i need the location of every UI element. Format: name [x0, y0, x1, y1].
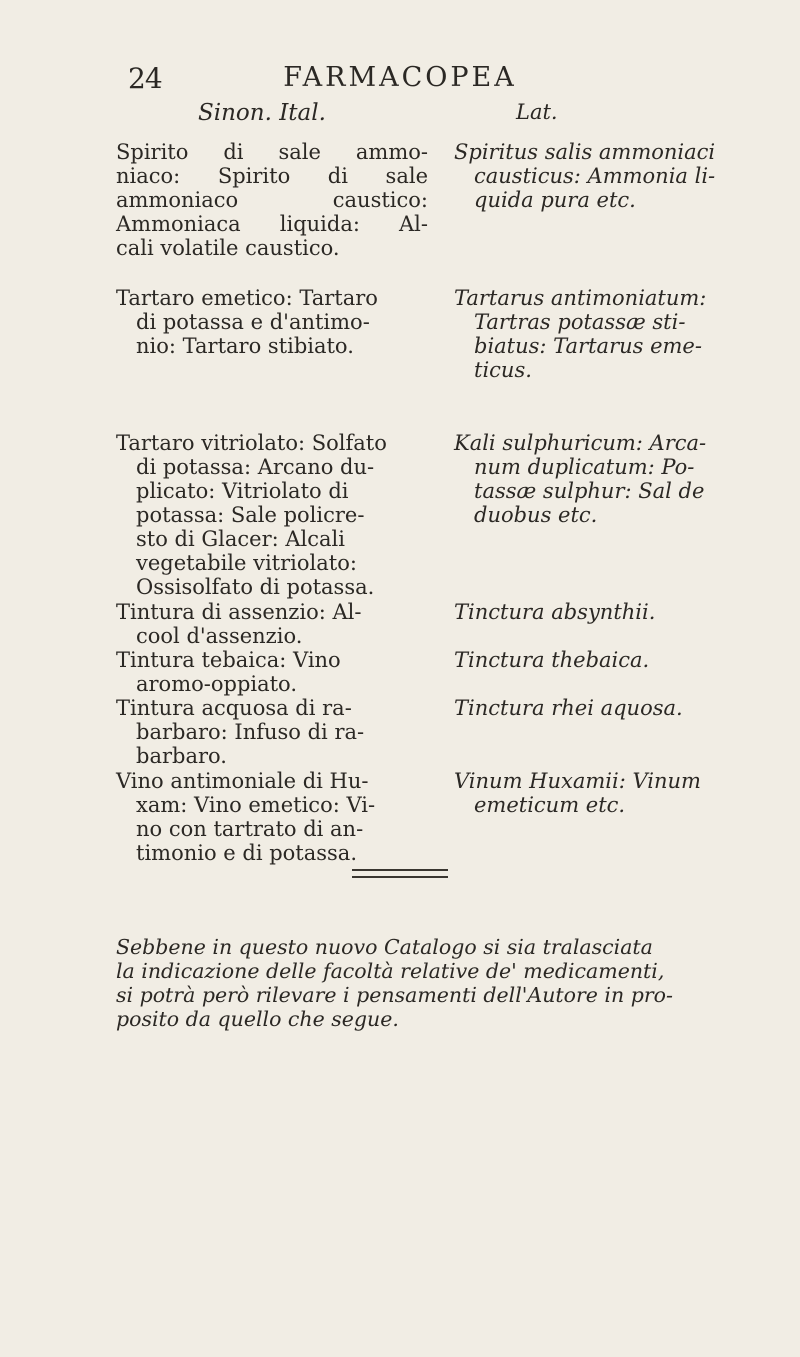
text-line: tassæ sulphur: Sal de [474, 479, 705, 503]
text-line: Tartaro emetico: Tartaro [116, 286, 378, 310]
text-line: Ossisolfato di potassa. [136, 575, 375, 599]
text-line: Tartras potassæ sti- [474, 310, 686, 334]
text-line: niaco: Spirito di sale [116, 164, 428, 188]
italian-synonyms [116, 769, 428, 865]
text-line: no con tartrato di an- [136, 817, 364, 841]
text-line: potassa: Sale policre- [136, 503, 365, 527]
italian-column-heading: Sinon. Ital. [198, 100, 326, 126]
italian-synonyms [116, 431, 428, 599]
italian-synonyms [116, 648, 428, 696]
text-line: Ammoniaca liquida: Al- [116, 212, 428, 236]
text-line: Vino antimoniale di Hu- [116, 769, 369, 793]
text-line: Tartarus antimoniatum: [454, 286, 707, 310]
text-line: ticus. [474, 358, 532, 382]
text-line: Tintura tebaica: Vino [116, 648, 341, 672]
italian-synonyms [116, 600, 428, 648]
italian-synonyms [116, 696, 428, 768]
italian-synonyms [116, 140, 428, 260]
text-line: Tintura acquosa di ra- [116, 696, 352, 720]
latin-synonyms [454, 648, 750, 672]
latin-synonyms [454, 431, 750, 527]
running-title: FARMACOPEA [283, 62, 517, 93]
latin-column-heading: Lat. [516, 100, 558, 124]
footnote-paragraph [116, 935, 756, 1031]
text-line: emeticum etc. [474, 793, 626, 817]
text-line: plicato: Vitriolato di [136, 479, 349, 503]
latin-synonyms [454, 600, 750, 624]
double-rule-bottom [352, 876, 448, 878]
text-line: posito da quello che segue. [116, 1007, 399, 1031]
text-line: Kali sulphuricum: Arca- [454, 431, 707, 455]
text-line: Tinctura thebaica. [454, 648, 650, 672]
text-line: Spirito di sale ammo- [116, 140, 428, 164]
text-line: Tintura di assenzio: Al- [116, 600, 362, 624]
text-line: nio: Tartaro stibiato. [136, 334, 354, 358]
text-line: causticus: Ammonia li- [474, 164, 716, 188]
text-line: ammoniaco caustico: [116, 188, 428, 212]
text-line: biatus: Tartarus eme- [474, 334, 702, 358]
text-line: duobus etc. [474, 503, 598, 527]
double-rule-top [352, 869, 448, 871]
text-line: di potassa: Arcano du- [136, 455, 375, 479]
text-line: cali volatile caustico. [116, 236, 340, 260]
text-line: Tinctura rhei aquosa. [454, 696, 683, 720]
text-line: si potrà però rilevare i pensamenti dell'Autore in pro- [116, 983, 673, 1007]
page-header [0, 62, 800, 102]
text-line: quida pura etc. [474, 188, 636, 212]
text-line: sto di Glacer: Alcali [136, 527, 345, 551]
text-line: barbaro: Infuso di ra- [136, 720, 365, 744]
text-line: la indicazione delle facoltà relative de' medicamenti, [116, 959, 665, 983]
text-line: Tartaro vitriolato: Solfato [116, 431, 387, 455]
page-number: 24 [128, 62, 162, 95]
text-line: cool d'assenzio. [136, 624, 303, 648]
text-line: Vinum Huxamii: Vinum [454, 769, 701, 793]
text-line: Tinctura absynthii. [454, 600, 656, 624]
italian-synonyms [116, 286, 428, 358]
text-line: vegetabile vitriolato: [136, 551, 357, 575]
text-line: aromo-oppiato. [136, 672, 298, 696]
latin-synonyms [454, 696, 750, 720]
text-line: num duplicatum: Po- [474, 455, 695, 479]
latin-synonyms [454, 769, 750, 817]
latin-synonyms [454, 286, 750, 382]
text-line: Spiritus salis ammoniaci [454, 140, 716, 164]
text-line: di potassa e d'antimo- [136, 310, 370, 334]
text-line: barbaro. [136, 744, 227, 768]
text-line: xam: Vino emetico: Vi- [136, 793, 376, 817]
latin-synonyms [454, 140, 750, 212]
text-line: timonio e di potassa. [136, 841, 358, 865]
text-line: Sebbene in questo nuovo Catalogo si sia tralasciata [116, 935, 653, 959]
